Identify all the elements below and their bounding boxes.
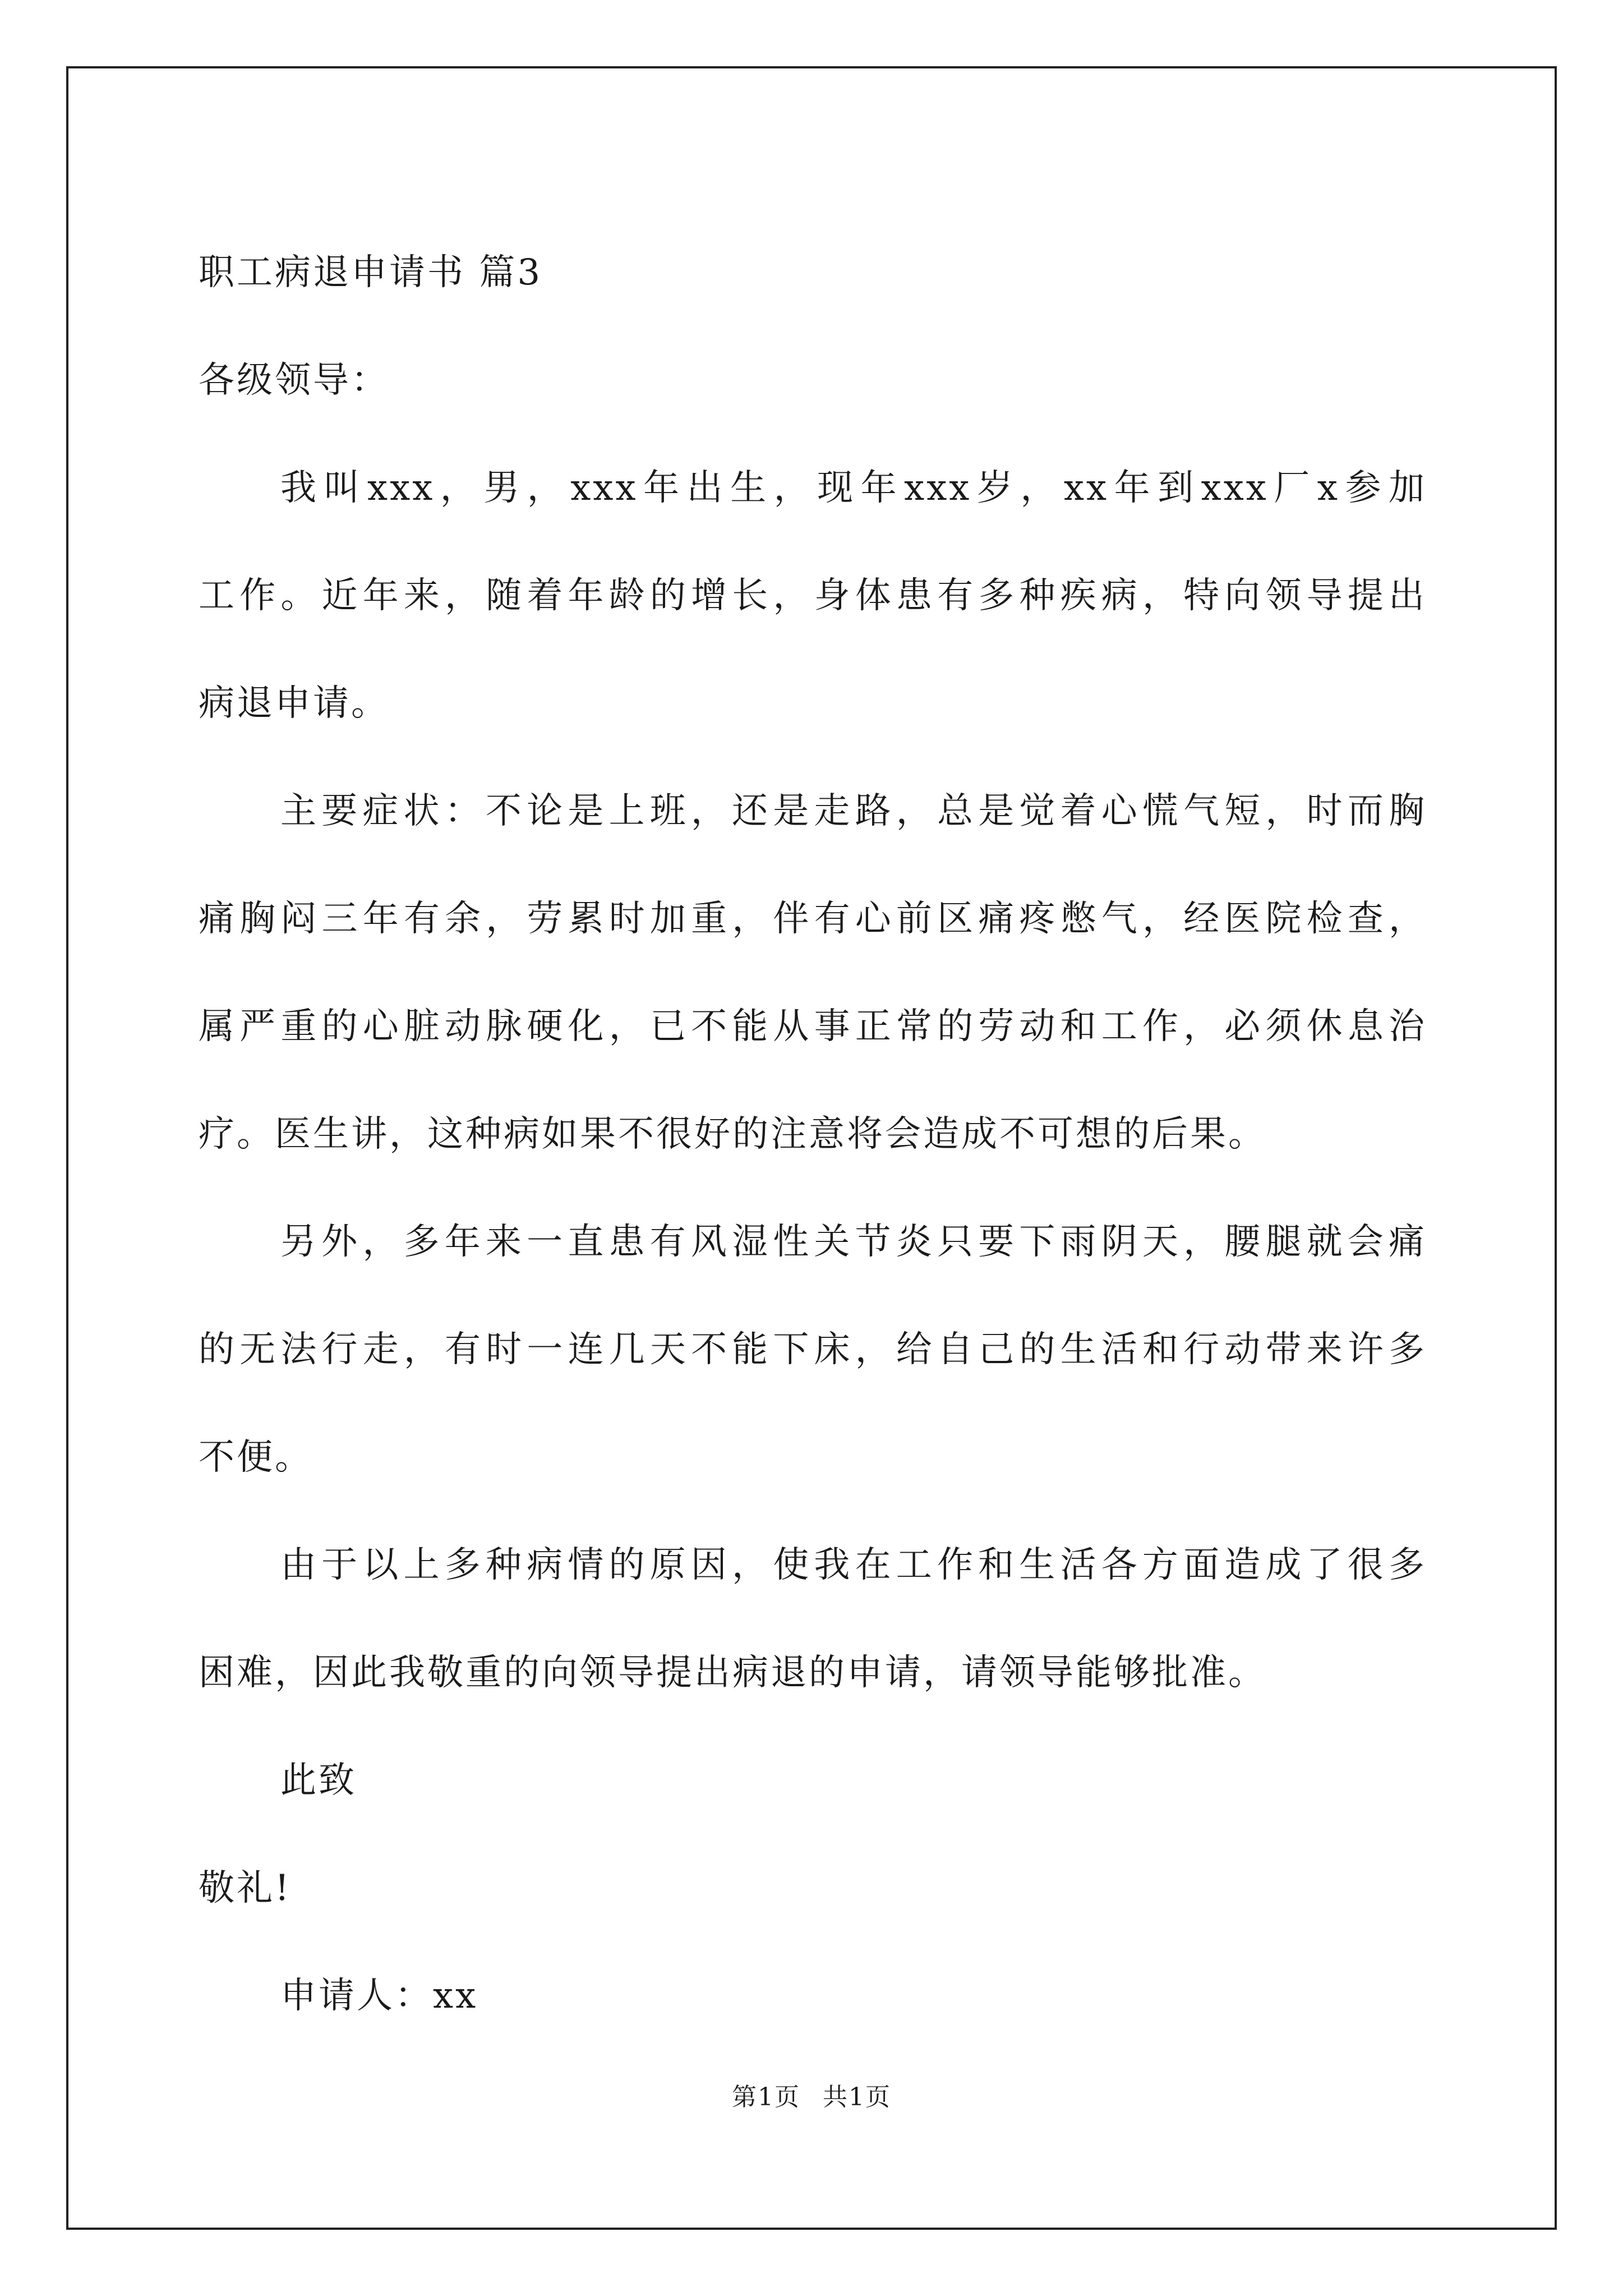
page-footer <box>0 2077 1623 2113</box>
paragraph-line: 工作。近年来，随着年龄的增长，身体患有多种疾病，特向领导提出 <box>199 575 1427 616</box>
paragraph-line: 痛胸闷三年有余，劳累时加重，伴有心前区痛疼憋气，经医院检查， <box>199 898 1427 940</box>
paragraph-line: 另外，多年来一直患有风湿性关节炎只要下雨阴天，腰腿就会痛 <box>280 1221 1427 1263</box>
paragraph-1 <box>199 434 1427 757</box>
paragraph-line: 由于以上多种病情的原因，使我在工作和生活各方面造成了很多 <box>280 1544 1427 1586</box>
paragraph-line: 疗。医生讲，这种病如果不很好的注意将会造成不可想的后果。 <box>199 1114 1266 1155</box>
paragraph-line: 不便。 <box>199 1437 313 1478</box>
paragraph-line: 困难，因此我敬重的向领导提出病退的申请，请领导能够批准。 <box>199 1652 1266 1694</box>
salutation: 各级领导： <box>199 360 389 401</box>
document-body <box>199 219 1427 2050</box>
paragraph-line: 属严重的心脏动脉硬化，已不能从事正常的劳动和工作，必须休息治 <box>199 1006 1427 1047</box>
paragraph-line: 我叫xxx，男，xxx年出生，现年xxx岁，xx年到xxx厂x参加 <box>280 467 1427 509</box>
paragraph-4 <box>199 1511 1427 1727</box>
page-number-current: 第1页 <box>732 2083 800 2111</box>
regards: 敬礼! <box>199 1867 292 1909</box>
signature: 申请人：xx <box>280 1975 478 2017</box>
paragraph-line: 主要症状：不论是上班，还是走路，总是觉着心慌气短，时而胸 <box>280 790 1427 832</box>
paragraph-2 <box>199 757 1427 1188</box>
closing: 此致 <box>280 1760 357 1801</box>
paragraph-line: 的无法行走，有时一连几天不能下床，给自己的生活和行动带来许多 <box>199 1329 1427 1370</box>
paragraph-line: 病退申请。 <box>199 683 389 724</box>
document-title: 职工病退申请书 篇3 <box>199 252 543 293</box>
paragraph-3 <box>199 1188 1427 1511</box>
page-number-total: 共1页 <box>823 2083 891 2111</box>
